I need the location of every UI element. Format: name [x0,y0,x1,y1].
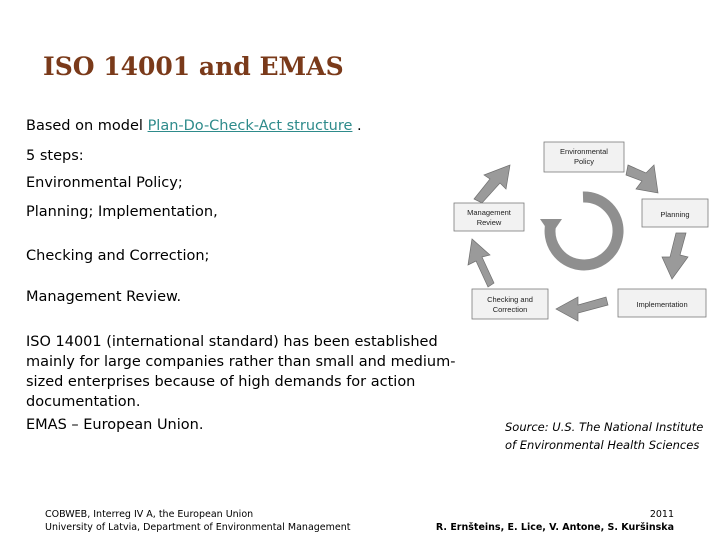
intro-prefix: Based on model [26,118,148,134]
footer-authors: R. Ernšteins, E. Lice, V. Antone, S. Kuršinska [435,522,674,533]
footer-right [436,508,674,534]
footer-year: 2011 [649,509,674,520]
label-review-2: Review [476,218,502,227]
source-caption: Source: U.S. The National Institute of Environmental Health Sciences [505,420,704,452]
iso-paragraph: ISO 14001 (international standard) has been established mainly for large companies rather than small and medium-sized enterprises because of high demands for action documentation. [26,334,456,410]
label-checking-2: Correction [492,305,528,314]
footer-department: University of Latvia, Department of Environmental Management [45,522,351,533]
label-review-1: Management [467,208,511,217]
label-planning: Planning [660,210,690,219]
arrow-implementation-checking [556,297,608,321]
label-policy-2: Policy [573,157,595,166]
pdca-link[interactable]: Plan-Do-Check-Act structure [147,118,353,134]
central-cycle-icon [550,197,618,265]
slide-title: ISO 14001 and EMAS [43,52,344,81]
step-item-review: Management Review. [26,289,182,305]
steps-heading: 5 steps: [26,148,84,164]
intro-suffix: . [352,118,362,134]
pdca-cycle-diagram [450,135,712,325]
step-item-checking: Checking and Correction; [26,248,210,264]
box-checking-correction [472,289,548,319]
footer-project: COBWEB, Interreg IV A, the European Union [45,509,254,520]
footer-left [45,508,350,534]
arrow-planning-implementation [662,233,688,279]
arrow-policy-planning [626,165,658,193]
label-policy-1: Environmental [560,147,608,156]
label-implementation: Implementation [636,300,688,309]
arrow-review-policy [474,165,510,203]
step-item-planning: Planning; Implementation, [26,204,218,220]
central-cycle-arrowhead [540,219,562,235]
step-item-policy: Environmental Policy; [26,175,183,191]
emas-line: EMAS – European Union. [26,417,204,433]
arrow-checking-review [468,239,494,287]
label-checking-1: Checking and [487,295,533,304]
intro-line [26,116,362,136]
